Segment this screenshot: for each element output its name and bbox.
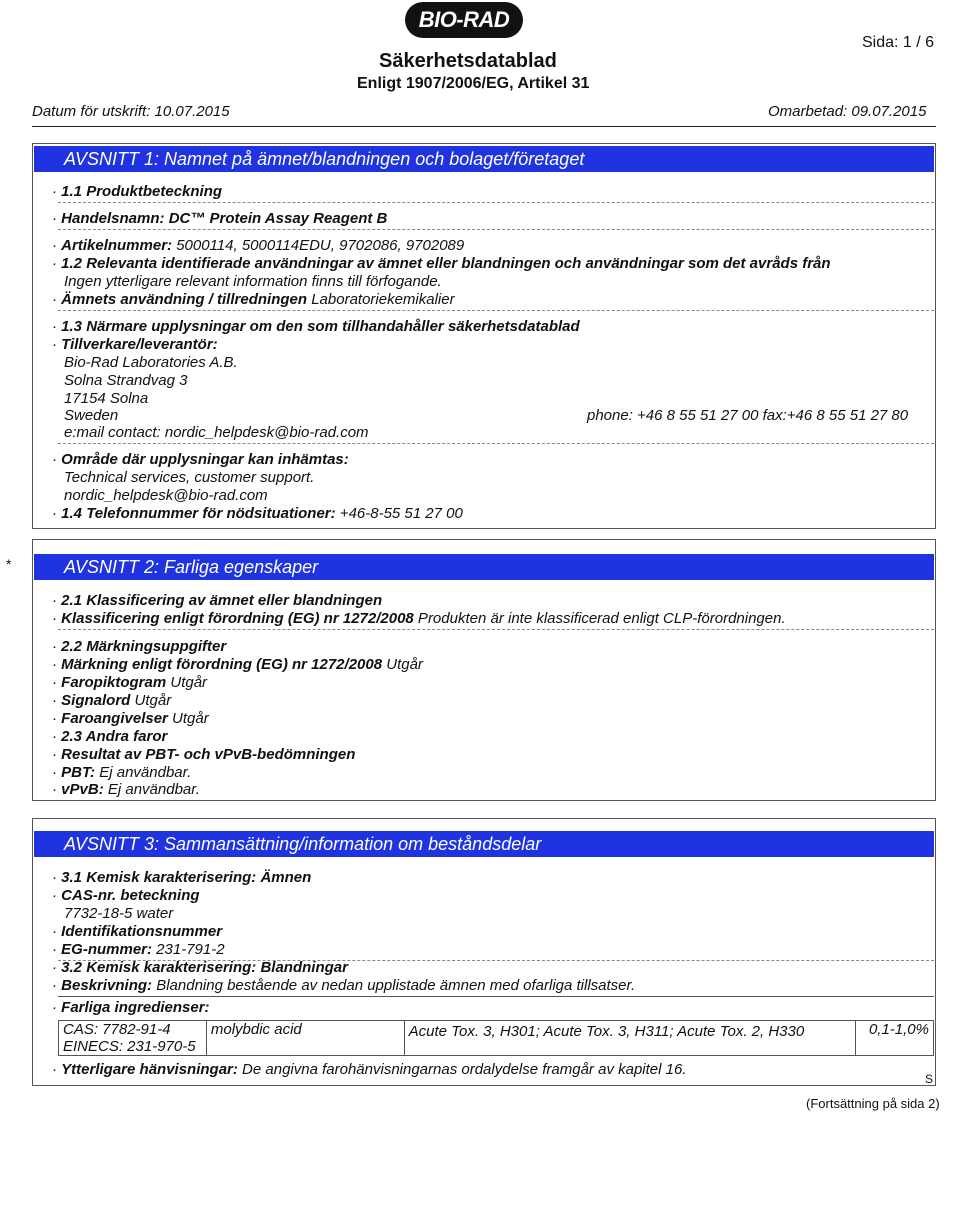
table-row — [59, 1021, 934, 1056]
ingredient-concentration: 0,1-1,0% — [856, 1021, 934, 1056]
section-1-heading-bar — [34, 146, 934, 172]
s1-1-2: · 1.2 Relevanta identifierade användningar av ämnet eller blandningen och användningar som det avråds från — [52, 255, 831, 272]
ingredient-name: molybdic acid — [206, 1021, 404, 1056]
s2-2-1: · 2.1 Klassificering av ämnet eller blandningen — [52, 592, 383, 609]
s1-address-2: Solna Strandvag 3 — [64, 372, 188, 389]
s3-eg-number: · EG-nummer: 231-791-2 — [52, 941, 225, 958]
bio-rad-logo: BIO-RAD — [405, 2, 523, 38]
section-1-heading: AVSNITT 1: Namnet på ämnet/blandningen och bolaget/företaget — [64, 149, 585, 169]
s1-1-1: · 1.1 Produktbeteckning — [52, 183, 223, 200]
s2-signal-word: · Signalord Utgår — [52, 692, 172, 709]
s3-ingredients-label: · Farliga ingredienser: — [52, 999, 210, 1016]
footer-mark: S — [925, 1072, 934, 1086]
continued-note: (Fortsättning på sida 2) — [806, 1096, 940, 1111]
s2-hazard-statements: · Faroangivelser Utgår — [52, 710, 209, 727]
s1-phone-fax: phone: +46 8 55 51 27 00 fax:+46 8 55 51 27 80 — [587, 407, 909, 424]
ingredient-einecs: EINECS: 231-970-5 — [63, 1038, 196, 1055]
s1-info-2: nordic_helpdesk@bio-rad.com — [64, 487, 268, 504]
s1-supplier: · Tillverkare/leverantör: — [52, 336, 218, 353]
header-rule — [32, 126, 936, 127]
s1-info-label: · Område där upplysningar kan inhämtas: — [52, 451, 349, 468]
s2-vpvb: · vPvB: Ej användbar. — [52, 781, 200, 798]
s2-marking: · Märkning enligt förordning (EG) nr 1272/2008 Utgår — [52, 656, 423, 673]
section-2-heading-bar — [34, 554, 934, 580]
s1-article-number: · Artikelnummer: 5000114, 5000114EDU, 9702086, 9702089 — [52, 237, 465, 254]
s3-further-info: · Ytterligare hänvisningar: De angivna farohänvisningarnas ordalydelse framgår av kapitel 16. — [52, 1061, 687, 1078]
ingredient-cas: CAS: 7782-91-4 — [63, 1021, 171, 1038]
ingredient-ids — [59, 1021, 207, 1056]
s3-cas-value: 7732-18-5 water — [64, 905, 174, 922]
s1-address-3: 17154 Solna — [64, 390, 149, 407]
ingredients-header-rule — [58, 996, 934, 997]
s3-ident: · Identifikationsnummer — [52, 923, 223, 940]
divider — [58, 629, 934, 630]
s2-pbt: · PBT: Ej användbar. — [52, 764, 192, 781]
s3-cas-label: · CAS-nr. beteckning — [52, 887, 200, 904]
divider — [58, 310, 934, 311]
s2-2-2: · 2.2 Märkningsuppgifter — [52, 638, 227, 655]
print-date: Datum för utskrift: 10.07.2015 — [32, 103, 230, 120]
section-3-heading-bar — [34, 831, 934, 857]
section-2-heading: AVSNITT 2: Farliga egenskaper — [64, 557, 319, 577]
s3-3-2: · 3.2 Kemisk karakterisering: Blandningar — [52, 959, 348, 976]
hazardous-ingredients-table — [58, 1020, 934, 1056]
s1-address-4: Sweden — [64, 407, 119, 424]
divider — [58, 202, 934, 203]
s1-emergency: · 1.4 Telefonnummer för nödsituationer: +46-8-55 51 27 00 — [52, 505, 463, 522]
s3-description: · Beskrivning: Blandning bestående av nedan upplistade ämnen med ofarliga tillsatser. — [52, 977, 636, 994]
ingredient-classification: Acute Tox. 3, H301; Acute Tox. 3, H311; Acute Tox. 2, H330 — [404, 1021, 855, 1056]
divider — [58, 229, 934, 230]
document-subtitle: Enligt 1907/2006/EG, Artikel 31 — [357, 75, 590, 92]
s2-pbt-heading: · Resultat av PBT- och vPvB-bedömningen — [52, 746, 356, 763]
section-3-heading: AVSNITT 3: Sammansättning/information om beståndsdelar — [64, 834, 542, 854]
revision-marker: * — [6, 556, 12, 572]
s1-email: e:mail contact: nordic_helpdesk@bio-rad.com — [64, 424, 369, 441]
s1-info-1: Technical services, customer support. — [64, 469, 315, 486]
s2-pictogram: · Faropiktogram Utgår — [52, 674, 208, 691]
s1-trade-name: · Handelsnamn: DC™ Protein Assay Reagent B — [52, 210, 388, 227]
s3-3-1: · 3.1 Kemisk karakterisering: Ämnen — [52, 869, 312, 886]
s1-use: · Ämnets användning / tillredningen Laboratoriekemikalier — [52, 291, 455, 308]
s1-1-3: · 1.3 Närmare upplysningar om den som tillhandahåller säkerhetsdatablad — [52, 318, 580, 335]
s2-2-3: · 2.3 Andra faror — [52, 728, 168, 745]
page-number: Sida: 1 / 6 — [862, 34, 935, 51]
revised-date: Omarbetad: 09.07.2015 — [768, 103, 927, 120]
divider — [58, 443, 934, 444]
s1-address-1: Bio-Rad Laboratories A.B. — [64, 354, 238, 371]
s2-classification: · Klassificering enligt förordning (EG) nr 1272/2008 Produkten är inte klassificerad enligt CLP-förordningen. — [52, 610, 786, 627]
document-title: Säkerhetsdatablad — [379, 50, 557, 72]
s1-1-2-text: Ingen ytterligare relevant information finns till förfogande. — [64, 273, 442, 290]
